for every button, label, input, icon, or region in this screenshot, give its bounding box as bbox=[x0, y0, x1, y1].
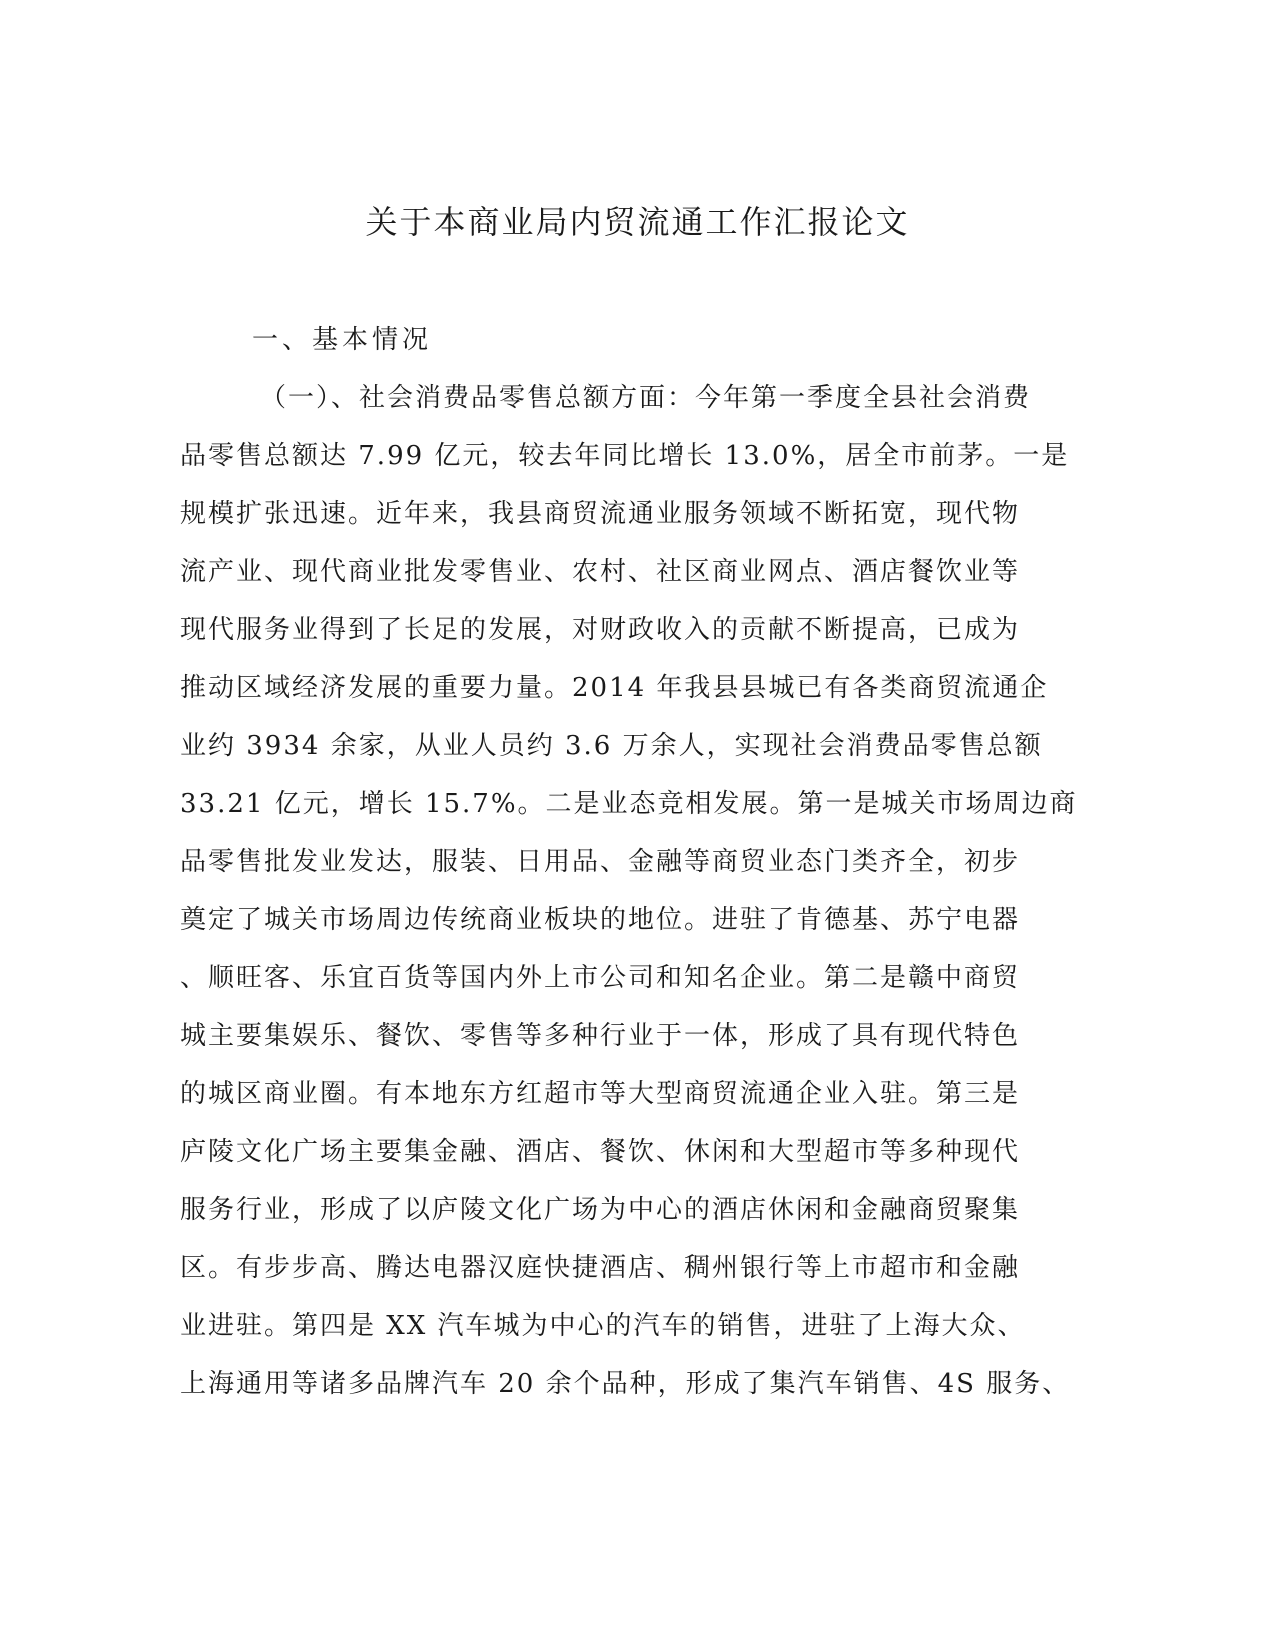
text-line: 上海通用等诸多品牌汽车 20 余个品种，形成了集汽车销售、4S 服务、 bbox=[180, 1369, 1071, 1399]
section-heading: 一、基本情况 bbox=[252, 325, 433, 355]
text-line: 现代服务业得到了长足的发展，对财政收入的贡献不断提高，已成为 bbox=[180, 615, 1021, 645]
text-line: （一）、社会消费品零售总额方面：今年第一季度全县社会消费 bbox=[260, 383, 1032, 413]
text-line: 规模扩张迅速。近年来，我县商贸流通业服务领域不断拓宽，现代物 bbox=[180, 499, 1021, 529]
text-line: 的城区商业圈。有本地东方红超市等大型商贸流通企业入驻。第三是 bbox=[180, 1079, 1021, 1109]
text-line: 奠定了城关市场周边传统商业板块的地位。进驻了肯德基、苏宁电器 bbox=[180, 905, 1021, 935]
text-line: 业进驻。第四是 XX 汽车城为中心的汽车的销售，进驻了上海大众、 bbox=[180, 1311, 1026, 1341]
text-line: 品零售总额达 7.99 亿元，较去年同比增长 13.0%，居全市前茅。一是 bbox=[180, 441, 1070, 471]
text-line: 城主要集娱乐、餐饮、零售等多种行业于一体，形成了具有现代特色 bbox=[180, 1021, 1021, 1051]
text-line: 流产业、现代商业批发零售业、农村、社区商业网点、酒店餐饮业等 bbox=[180, 557, 1021, 587]
text-line: 推动区域经济发展的重要力量。2014 年我县县城已有各类商贸流通企 bbox=[180, 673, 1049, 703]
text-line: 庐陵文化广场主要集金融、酒店、餐饮、休闲和大型超市等多种现代 bbox=[180, 1137, 1021, 1167]
text-line: 区。有步步高、腾达电器汉庭快捷酒店、稠州银行等上市超市和金融 bbox=[180, 1253, 1021, 1283]
text-line: 33.21 亿元，增长 15.7%。二是业态竞相发展。第一是城关市场周边商 bbox=[180, 789, 1078, 819]
text-line: 品零售批发业发达，服装、日用品、金融等商贸业态门类齐全，初步 bbox=[180, 847, 1021, 877]
document-title: 关于本商业局内贸流通工作汇报论文 bbox=[365, 203, 910, 241]
text-line: 、顺旺客、乐宜百货等国内外上市公司和知名企业。第二是赣中商贸 bbox=[180, 963, 1021, 993]
text-line: 服务行业，形成了以庐陵文化广场为中心的酒店休闲和金融商贸聚集 bbox=[180, 1195, 1021, 1225]
text-line: 业约 3934 余家，从业人员约 3.6 万余人，实现社会消费品零售总额 bbox=[180, 731, 1043, 761]
